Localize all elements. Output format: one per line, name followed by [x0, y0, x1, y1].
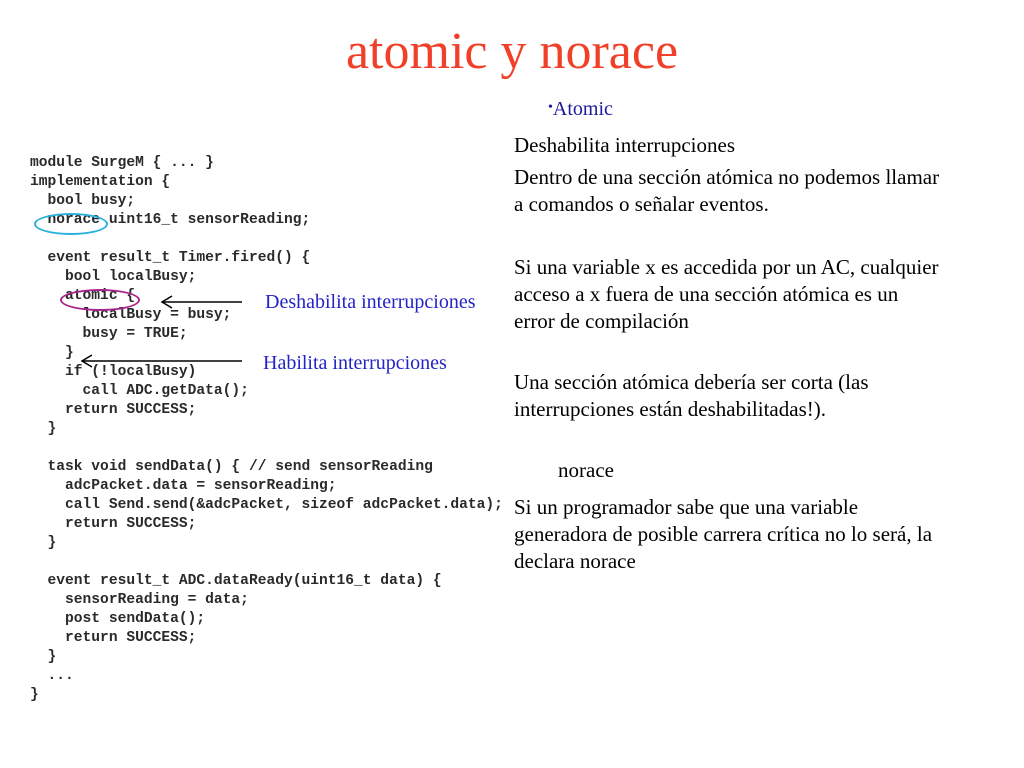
code-line: return SUCCESS;	[30, 630, 197, 646]
annotation-enable-interrupts: Habilita interrupciones	[263, 352, 447, 374]
code-listing	[30, 154, 503, 705]
bullet-dot-icon: •	[548, 100, 553, 115]
code-line	[30, 230, 503, 249]
code-line	[30, 553, 503, 572]
explanation-column	[514, 96, 1024, 596]
code-line: }	[30, 649, 57, 665]
code-line: return SUCCESS;	[30, 516, 197, 532]
norace-heading: norace	[558, 458, 614, 482]
code-line: }	[30, 421, 57, 437]
code-line: return SUCCESS;	[30, 402, 197, 418]
code-line: call Send.send(&adcPacket, sizeof adcPacket.data);	[30, 497, 503, 513]
paragraph-norace: Si un programador sabe que una variable generadora de posible carrera crítica no lo será, la declara norace	[514, 495, 933, 573]
code-line: event result_t Timer.fired() {	[30, 250, 311, 266]
code-line: module SurgeM { ... }	[30, 155, 214, 171]
code-line: bool busy;	[30, 193, 136, 209]
code-line: post sendData();	[30, 611, 206, 627]
code-line: busy = TRUE;	[30, 326, 188, 342]
code-line: sensorReading = data;	[30, 592, 249, 608]
code-line: atomic {	[30, 288, 136, 304]
annotation-disable-interrupts: Deshabilita interrupciones	[265, 291, 476, 313]
atomic-highlight-circle	[60, 289, 140, 311]
atomic-heading: Atomic	[552, 98, 613, 120]
code-line: call ADC.getData();	[30, 383, 249, 399]
code-line: }	[30, 535, 57, 551]
code-line: implementation {	[30, 174, 171, 190]
code-line: ...	[30, 668, 74, 684]
code-line: if (!localBusy)	[30, 364, 197, 380]
code-line: adcPacket.data = sensorReading;	[30, 478, 337, 494]
slide-title: atomic y norace	[345, 23, 679, 80]
paragraph-short-section: Una sección atómica debería ser corta (las interrupciones están deshabilitadas!).	[514, 370, 869, 421]
code-line: }	[30, 687, 39, 703]
paragraph-compile-error: Si una variable x es accedida por un AC, cualquier acceso a x fuera de una sección atómica es un error de compilación	[514, 255, 939, 333]
code-line: bool localBusy;	[30, 269, 197, 285]
code-line: }	[30, 345, 74, 361]
norace-highlight-circle	[34, 213, 108, 235]
code-line: localBusy = busy;	[30, 307, 232, 323]
code-line: event result_t ADC.dataReady(uint16_t data) {	[30, 573, 442, 589]
code-line: task void sendData() { // send sensorReading	[30, 459, 433, 475]
paragraph-no-commands: Dentro de una sección atómica no podemos llamar a comandos o señalar eventos.	[514, 165, 940, 216]
code-line: norace uint16_t sensorReading;	[30, 212, 311, 228]
paragraph-disable: Deshabilita interrupciones	[514, 133, 736, 157]
code-line	[30, 439, 503, 458]
atomic-bullet	[548, 98, 613, 121]
